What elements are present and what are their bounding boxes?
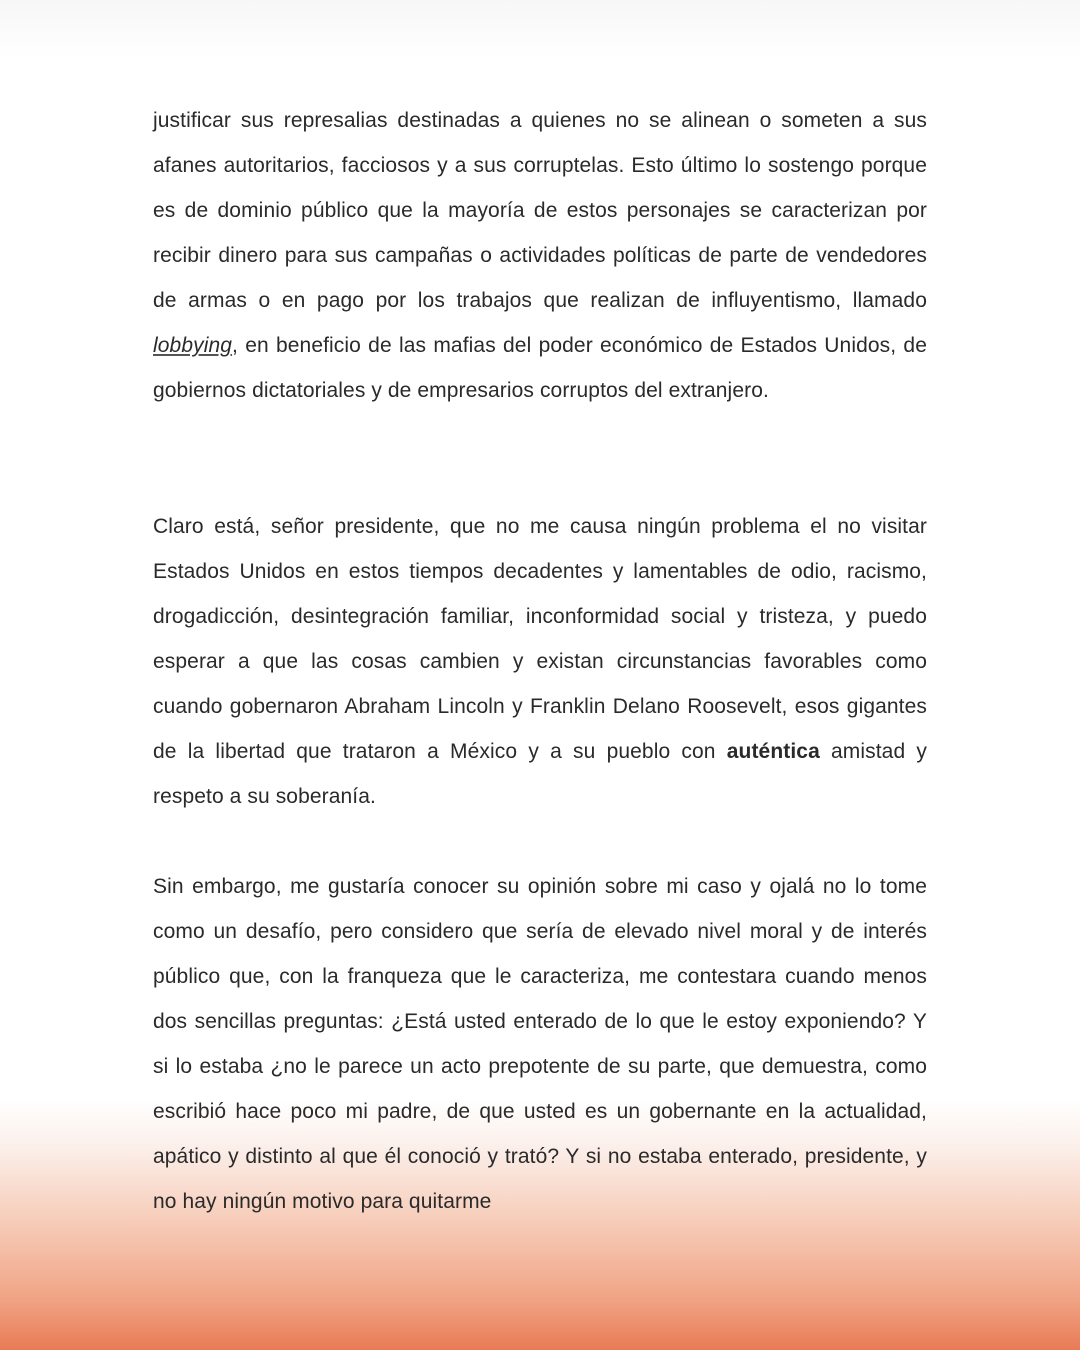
paragraph-1-text-end: , en beneficio de las mafias del poder económico de Estados Unidos, de gobiernos dictatoriales y de empresarios corruptos del extranjero. xyxy=(153,334,927,402)
autentica-emphasis: auténtica xyxy=(726,740,820,763)
lobbying-term: lobbying xyxy=(153,334,233,357)
paragraph-2-text-start: Claro está, señor presidente, que no me causa ningún problema el no visitar Estados Unidos en estos tiempos decadentes y lamentables de odio, racismo, drogadicción, desintegración familiar, inconformidad social y tristeza, y puedo esperar a que las cosas cambien y existan circunstancias favorables como cuando gobernaron Abraham Lincoln y Franklin Delano Roosevelt, esos gigantes de la libertad que trataron a México y a su pueblo con xyxy=(153,515,927,763)
paragraph-3 xyxy=(153,864,927,1224)
paragraph-1-text xyxy=(153,98,927,413)
paragraph-3-text: Sin embargo, me gustaría conocer su opinión sobre mi caso y ojalá no lo tome como un desafío, pero considero que sería de elevado nivel moral y de interés público que, con la franqueza que le caracteriza, me contestara cuando menos dos sencillas preguntas: ¿Está usted enterado de lo que le estoy exponiendo? Y si lo estaba ¿no le parece un acto prepotente de su parte, que demuestra, como escribió hace poco mi padre, de que usted es un gobernante en la actualidad, apático y distinto al que él conoció y trató? Y si no estaba enterado, presidente, y no hay ningún motivo para quitarme xyxy=(153,875,927,1213)
paragraph-1 xyxy=(153,98,927,413)
paragraph-2-text-end: amistad y respeto a su soberanía. xyxy=(153,740,928,808)
paragraph-1-text-start: justificar sus represalias destinadas a quienes no se alinean o someten a sus afanes autoritarios, facciosos y a sus corruptelas. Esto último lo sostengo porque es de dominio público que la mayoría de estos personajes se caracterizan por recibir dinero para sus campañas o actividades políticas de parte de vendedores de armas o en pago por los trabajos que realizan de influyentismo, llamado xyxy=(153,109,927,312)
paragraph-2-text xyxy=(153,504,927,819)
paragraph-2 xyxy=(153,504,927,819)
